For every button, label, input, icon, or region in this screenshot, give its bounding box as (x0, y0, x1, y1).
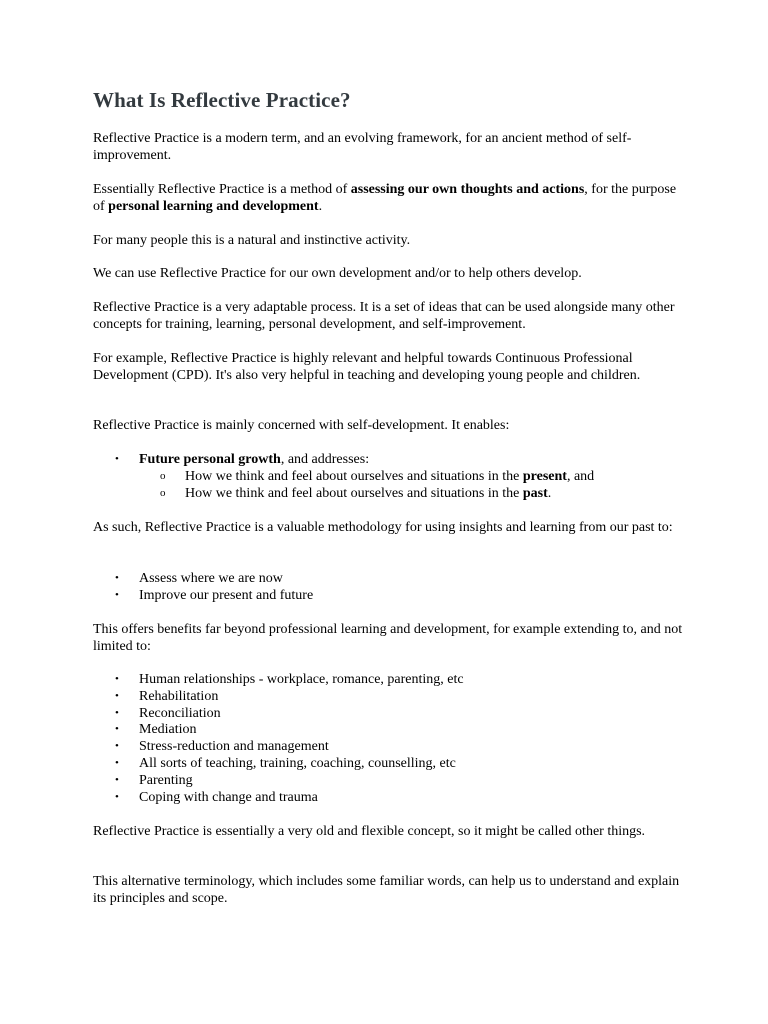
list-item: • All sorts of teaching, training, coaching, counselling, etc (115, 756, 456, 771)
sub-list-item: o How we think and feel about ourselves and situations in the present, and (160, 469, 595, 484)
bullet-icon: • (115, 707, 119, 719)
paragraph-intro: Reflective Practice is a modern term, and an evolving framework, for an ancient method of self-improvement. (93, 131, 632, 163)
paragraph-enables: Reflective Practice is mainly concerned with self-development. It enables: (93, 418, 510, 433)
circle-bullet-icon: o (160, 470, 166, 482)
bullet-icon: • (115, 690, 119, 702)
paragraph-definition: Essentially Reflective Practice is a method of assessing our own thoughts and actions, for the purpose of personal learning and development. (93, 182, 677, 214)
list-item: • Human relationships - workplace, romance, parenting, etc (115, 672, 464, 687)
circle-bullet-icon: o (160, 487, 166, 499)
bullet-icon: • (115, 673, 119, 685)
page-title: What Is Reflective Practice? (93, 88, 351, 112)
list-item: • Mediation (115, 722, 197, 737)
bullet-icon: • (115, 589, 119, 601)
list-item: • Improve our present and future (115, 588, 314, 603)
bullet-icon: • (115, 453, 119, 465)
paragraph-terminology: This alternative terminology, which includes some familiar words, can help us to understand and explain its principles and scope. (93, 874, 680, 906)
list-item: • Assess where we are now (115, 571, 283, 586)
list-item: • Future personal growth, and addresses: (115, 452, 370, 467)
paragraph-adaptable: Reflective Practice is a very adaptable process. It is a set of ideas that can be used alongside many other concepts for training, learning, personal development, and self-improvement. (93, 300, 675, 332)
list-item: • Rehabilitation (115, 689, 219, 704)
paragraph-cpd: For example, Reflective Practice is highly relevant and helpful towards Continuous Professional Development (CPD). It's also very helpful in teaching and developing young people and children. (93, 351, 641, 383)
bullet-icon: • (115, 791, 119, 803)
bullet-icon: • (115, 740, 119, 752)
list-item: • Coping with change and trauma (115, 790, 318, 805)
paragraph-methodology: As such, Reflective Practice is a valuable methodology for using insights and learning from our past to: (93, 520, 673, 535)
list-item: • Reconciliation (115, 706, 221, 721)
bullet-icon: • (115, 757, 119, 769)
paragraph-old-concept: Reflective Practice is essentially a very old and flexible concept, so it might be called other things. (93, 824, 646, 839)
bullet-icon: • (115, 723, 119, 735)
bullet-icon: • (115, 572, 119, 584)
bullet-icon: • (115, 774, 119, 786)
paragraph-benefits: This offers benefits far beyond professional learning and development, for example extending to, and not limited to: (93, 622, 683, 654)
paragraph-use: We can use Reflective Practice for our own development and/or to help others develop. (93, 266, 582, 281)
list-item: • Stress-reduction and management (115, 739, 329, 754)
paragraph-natural: For many people this is a natural and instinctive activity. (93, 233, 411, 248)
list-item: • Parenting (115, 773, 193, 788)
sub-list-item: o How we think and feel about ourselves and situations in the past. (160, 486, 552, 501)
